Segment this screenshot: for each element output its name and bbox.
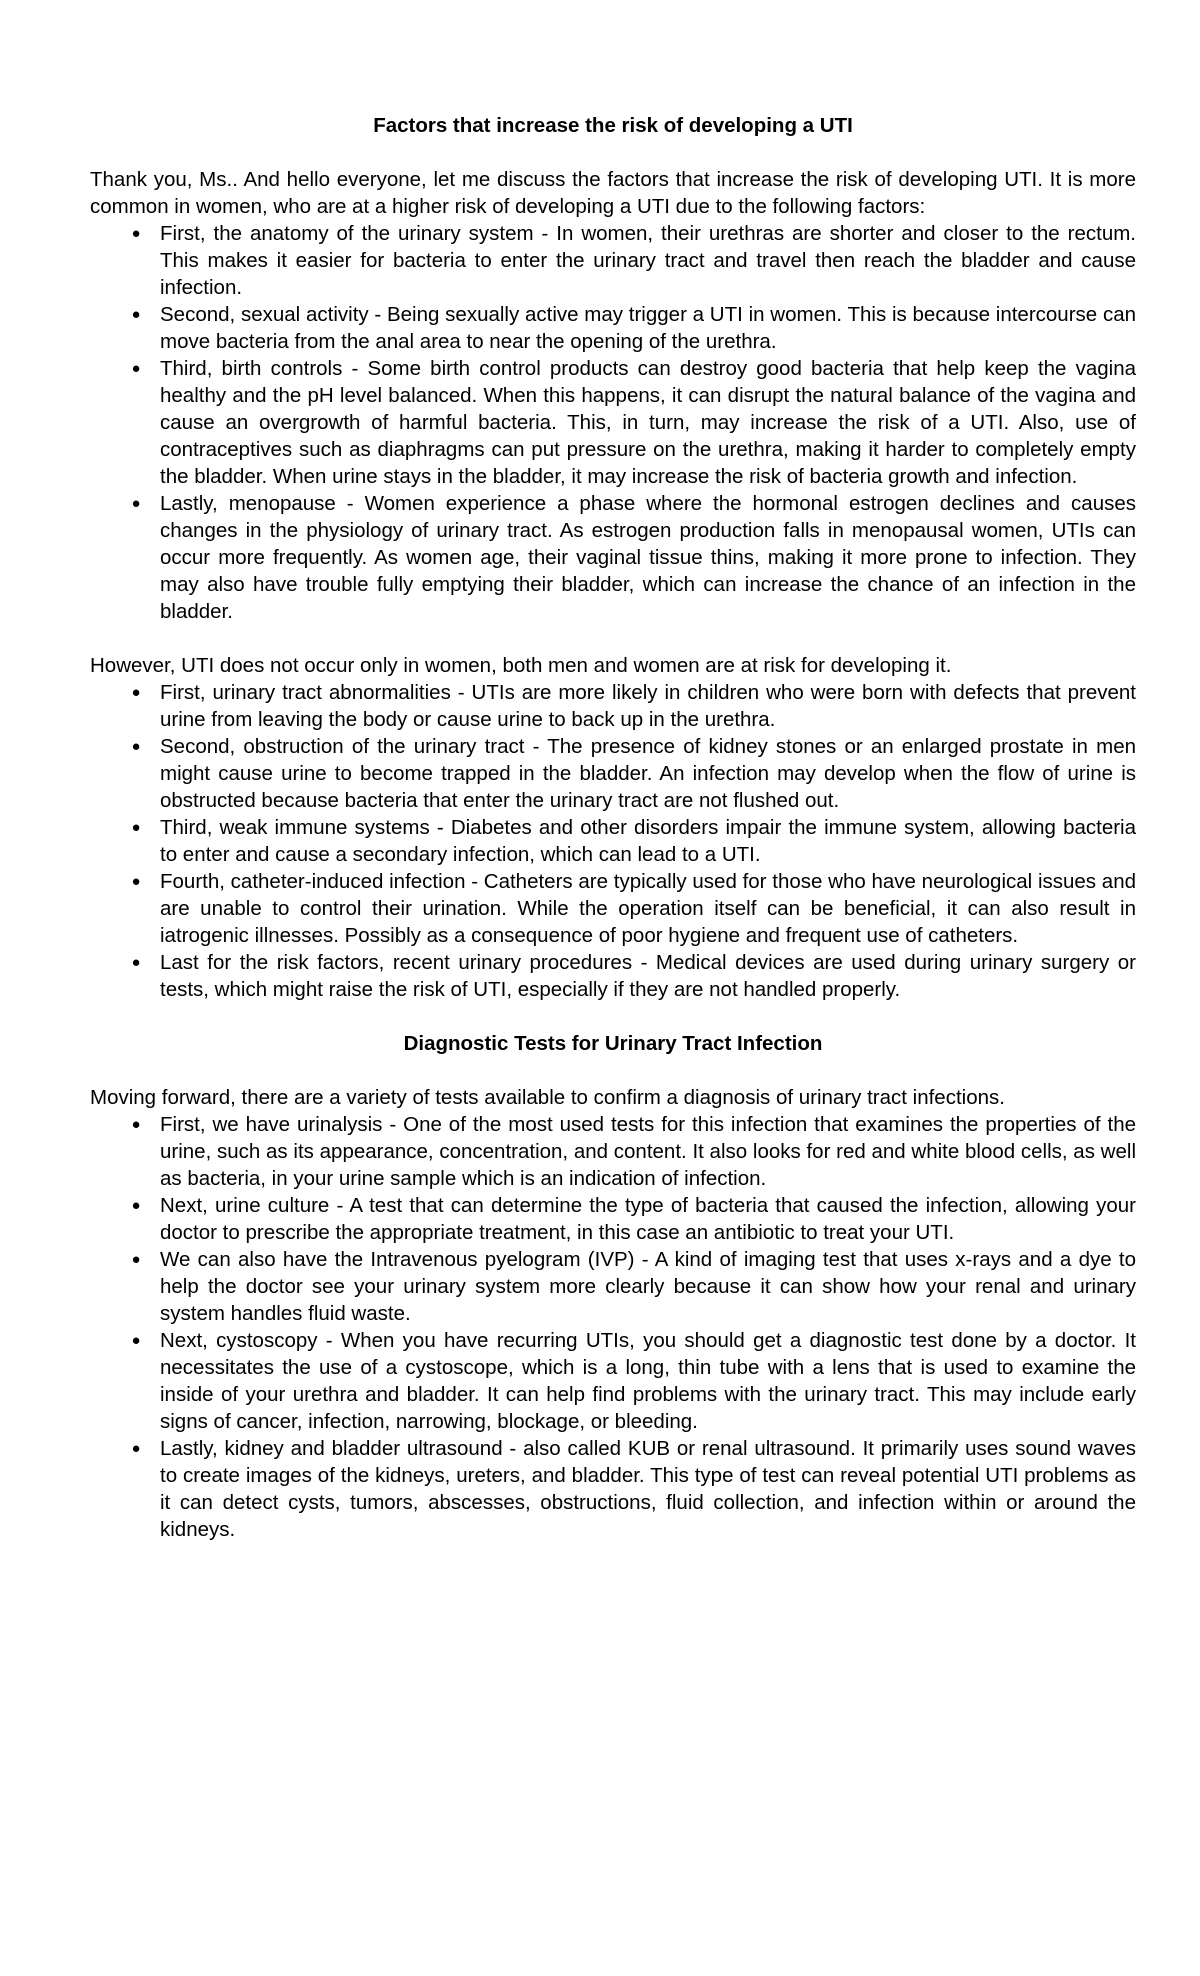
- list-item: [90, 868, 1136, 949]
- list-item: [90, 220, 1136, 301]
- list-item: [90, 355, 1136, 490]
- bullet-icon: [131, 679, 141, 706]
- spacer: [90, 1003, 1136, 1030]
- list-item: [90, 1192, 1136, 1246]
- document-page: [90, 112, 1136, 1543]
- bullet-icon: [131, 1111, 141, 1138]
- list-item: [90, 949, 1136, 1003]
- diagnostic-intro-paragraph: Moving forward, there are a variety of tests available to confirm a diagnosis of urinary tract infections.: [90, 1086, 1005, 1109]
- section-heading-diagnostic-tests: Diagnostic Tests for Urinary Tract Infection: [403, 1032, 823, 1055]
- bullet-icon: [131, 814, 141, 841]
- list-item-text: Third, weak immune systems - Diabetes and other disorders impair the immune system, allowing bacteria to enter and cause a secondary infection, which can lead to a UTI.: [160, 816, 1136, 866]
- list-item: [90, 733, 1136, 814]
- diagnostic-tests-list: [90, 1111, 1136, 1543]
- list-item: [90, 1111, 1136, 1192]
- list-item-text: Lastly, menopause - Women experience a phase where the hormonal estrogen declines and causes changes in the physiology of urinary tract. As estrogen production falls in menopausal women, UTIs can occur more frequently. As women age, their vaginal tissue thins, making it more prone to infection. They may also have trouble fully emptying their bladder, which can increase the chance of an infection in the bladder.: [160, 492, 1136, 623]
- bullet-icon: [131, 1435, 141, 1462]
- bullet-icon: [131, 949, 141, 976]
- list-item: [90, 1327, 1136, 1435]
- bullet-icon: [131, 868, 141, 895]
- list-item: [90, 679, 1136, 733]
- list-item-text: Last for the risk factors, recent urinary procedures - Medical devices are used during urinary surgery or tests, which might raise the risk of UTI, especially if they are not handled properly.: [160, 951, 1136, 1001]
- spacer: [90, 139, 1136, 166]
- bullet-icon: [131, 733, 141, 760]
- spacer: [90, 625, 1136, 652]
- list-item-text: Next, urine culture - A test that can determine the type of bacteria that caused the infection, allowing your doctor to prescribe the appropriate treatment, in this case an antibiotic to treat your UTI.: [160, 1194, 1136, 1244]
- spacer: [90, 1057, 1136, 1084]
- general-risk-factors-list: [90, 679, 1136, 1003]
- list-item-text: First, the anatomy of the urinary system - In women, their urethras are shorter and closer to the rectum. This makes it easier for bacteria to enter the urinary tract and travel then reach the bladder and cause infection.: [160, 222, 1136, 299]
- list-item-text: Second, sexual activity - Being sexually active may trigger a UTI in women. This is because intercourse can move bacteria from the anal area to near the opening of the urethra.: [160, 303, 1136, 353]
- list-item-text: First, we have urinalysis - One of the most used tests for this infection that examines the properties of the urine, such as its appearance, concentration, and content. It also looks for red and white blood cells, as well as bacteria, in your urine sample which is an indication of infection.: [160, 1113, 1136, 1190]
- list-item: [90, 814, 1136, 868]
- list-item-text: Next, cystoscopy - When you have recurring UTIs, you should get a diagnostic test done by a doctor. It necessitates the use of a cystoscope, which is a long, thin tube with a lens that is used to examine the inside of your urethra and bladder. It can help find problems with the urinary tract. This may include early signs of cancer, infection, narrowing, blockage, or bleeding.: [160, 1329, 1136, 1433]
- list-item-text: We can also have the Intravenous pyelogram (IVP) - A kind of imaging test that uses x-rays and a dye to help the doctor see your urinary system more clearly because it can show how your renal and urinary system handles fluid waste.: [160, 1248, 1136, 1325]
- bullet-icon: [131, 1327, 141, 1354]
- list-item-text: Lastly, kidney and bladder ultrasound - also called KUB or renal ultrasound. It primarily uses sound waves to create images of the kidneys, ureters, and bladder. This type of test can reveal potential UTI problems as it can detect cysts, tumors, abscesses, obstructions, fluid collection, and infection within or around the kidneys.: [160, 1437, 1136, 1541]
- bullet-icon: [131, 301, 141, 328]
- list-item-text: Second, obstruction of the urinary tract - The presence of kidney stones or an enlarged prostate in men might cause urine to become trapped in the bladder. An infection may develop when the flow of urine is obstructed because bacteria that enter the urinary tract are not flushed out.: [160, 735, 1136, 812]
- intro-paragraph: Thank you, Ms.. And hello everyone, let me discuss the factors that increase the risk of developing UTI. It is more common in women, who are at a higher risk of developing a UTI due to the following factors:: [90, 168, 1136, 218]
- bullet-icon: [131, 355, 141, 382]
- bullet-icon: [131, 1192, 141, 1219]
- bullet-icon: [131, 1246, 141, 1273]
- list-item-text: First, urinary tract abnormalities - UTIs are more likely in children who were born with defects that prevent urine from leaving the body or cause urine to back up in the urethra.: [160, 681, 1136, 731]
- list-item-text: Fourth, catheter-induced infection - Catheters are typically used for those who have neurological issues and are unable to control their urination. While the operation itself can be beneficial, it can also result in iatrogenic illnesses. Possibly as a consequence of poor hygiene and frequent use of catheters.: [160, 870, 1136, 947]
- bullet-icon: [131, 220, 141, 247]
- women-risk-factors-list: [90, 220, 1136, 625]
- section-heading-risk-factors: Factors that increase the risk of developing a UTI: [373, 114, 853, 137]
- list-item: [90, 1246, 1136, 1327]
- list-item: [90, 301, 1136, 355]
- bullet-icon: [131, 490, 141, 517]
- list-item-text: Third, birth controls - Some birth control products can destroy good bacteria that help keep the vagina healthy and the pH level balanced. When this happens, it can disrupt the natural balance of the vagina and cause an overgrowth of harmful bacteria. This, in turn, may increase the risk of a UTI. Also, use of contraceptives such as diaphragms can put pressure on the urethra, making it harder to completely empty the bladder. When urine stays in the bladder, it may increase the risk of bacteria growth and infection.: [160, 357, 1136, 488]
- list-item: [90, 490, 1136, 625]
- general-intro-paragraph: However, UTI does not occur only in women, both men and women are at risk for developing it.: [90, 654, 952, 677]
- list-item: [90, 1435, 1136, 1543]
